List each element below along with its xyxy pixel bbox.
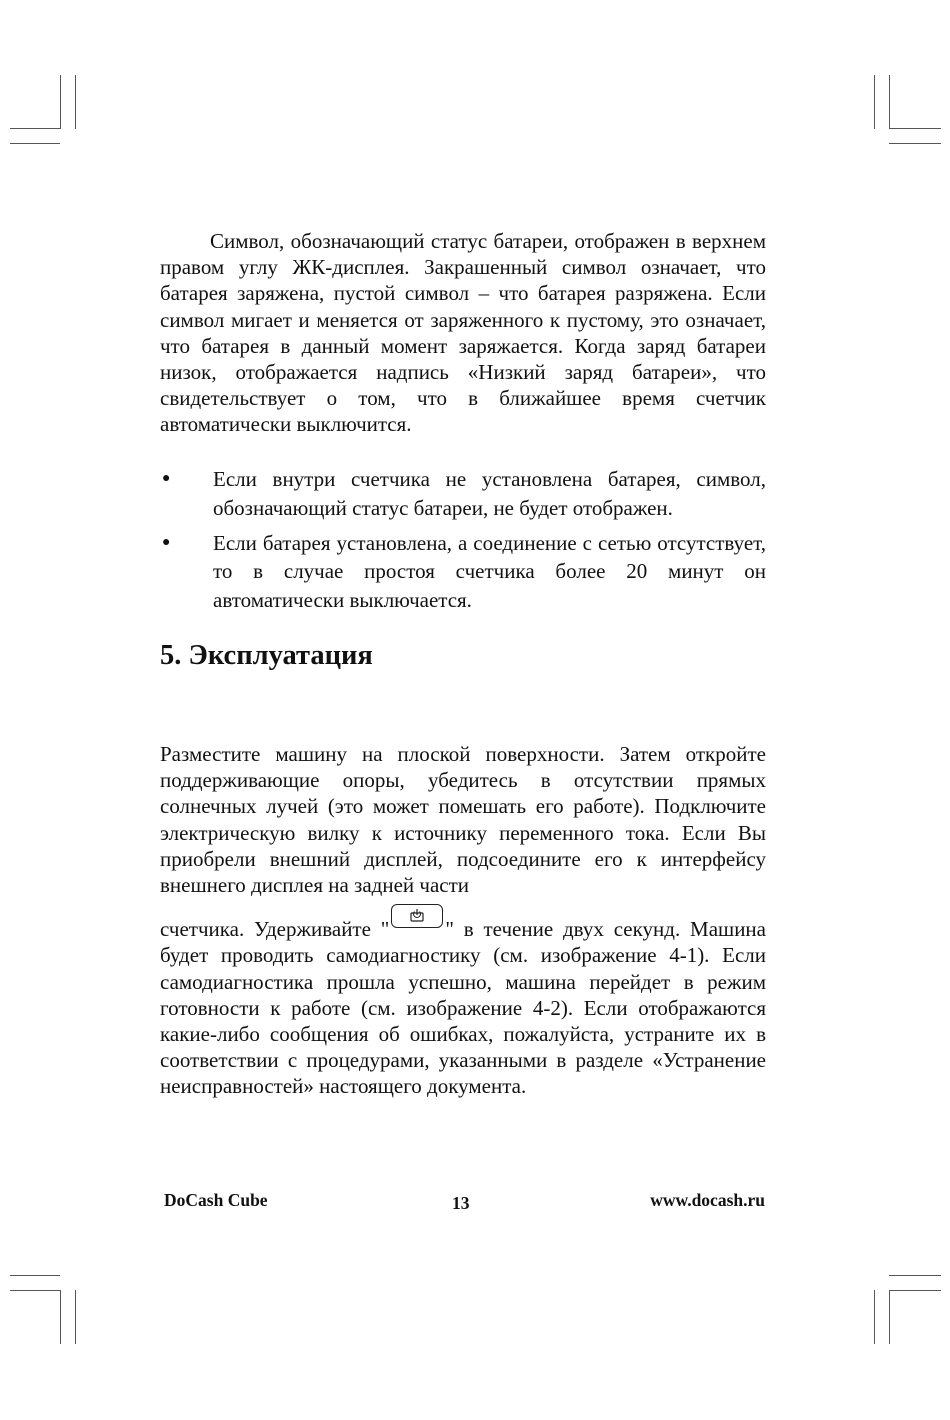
page-number: 13 — [452, 1193, 470, 1213]
footer-brand: DoCash Cube — [164, 1190, 268, 1210]
footer-url: www.docash.ru — [650, 1190, 765, 1210]
operation-text-after-icon: " в течение двух секунд. Машина будет проводить самодиагностику (см. изображение 4-1). Если самодиагностика прошла успешно, машина перейдет в режим готовности к работе (см. изображение 4-2). Если отображаются какие-либо сообщения об ошибках, пожалуйста, устраните их в соответствии с процедурами, указанными в разделе «Устранение неисправностей» настоящего документа. — [160, 917, 766, 1099]
crop-mark — [75, 75, 76, 129]
bullet-text: Если внутри счетчика не установлена батарея, символ, обозначающий статус батареи, не будет отображен. — [213, 467, 766, 520]
crop-mark — [10, 143, 60, 144]
operation-text-before-icon: счетчика. Удерживайте " — [160, 917, 390, 942]
crop-mark — [10, 1275, 60, 1276]
crop-mark — [889, 128, 941, 129]
crop-mark — [889, 1290, 941, 1291]
section-title: 5. Эксплуатация — [160, 640, 373, 671]
bullet-text: Если батарея установлена, а соединение с сетью отсутствует, то в случае простоя счетчика более 20 минут он автоматически выключается. — [213, 530, 766, 613]
bullet-icon: ● — [162, 534, 171, 550]
bullet-list — [160, 465, 766, 621]
list-item — [160, 529, 766, 615]
crop-mark — [60, 1290, 61, 1344]
intro-paragraph: Символ, обозначающий статус батареи, отображен в верхнем правом углу ЖК-дисплея. Закрашенный символ означает, что батарея заряжена, пустой символ – что батарея разряжена. Если символ мигает и меняется от заряженного к пустому, это означает, что батарея в данный момент заряжается. Когда заряд батареи низок, отображается надпись «Низкий заряд батареи», что свидетельствует о том, что в ближайшее время счетчик автоматически выключится. — [160, 229, 766, 437]
crop-mark — [75, 1290, 76, 1344]
operation-paragraph-part2 — [160, 904, 766, 1099]
power-key-icon — [391, 904, 443, 928]
crop-mark — [874, 1290, 875, 1344]
crop-mark — [889, 1275, 941, 1276]
crop-mark — [874, 75, 875, 129]
crop-mark — [889, 143, 941, 144]
list-item — [160, 465, 766, 523]
crop-mark — [10, 1290, 60, 1291]
intro-section — [160, 228, 766, 438]
crop-mark — [889, 1290, 890, 1344]
crop-mark — [60, 75, 61, 129]
operation-section — [160, 741, 766, 1100]
bullet-icon: ● — [162, 471, 171, 486]
crop-mark — [10, 128, 60, 129]
crop-mark — [889, 75, 890, 129]
operation-paragraph-part1: Разместите машину на плоской поверхности. Затем откройте поддерживающие опоры, убедитесь в отсутствии прямых солнечных лучей (это может помешать его работе). Подключите электрическую вилку к источнику переменного тока. Если Вы приобрели внешний дисплей, подсоедините его к интерфейсу внешнего дисплея на задней части — [160, 742, 766, 898]
